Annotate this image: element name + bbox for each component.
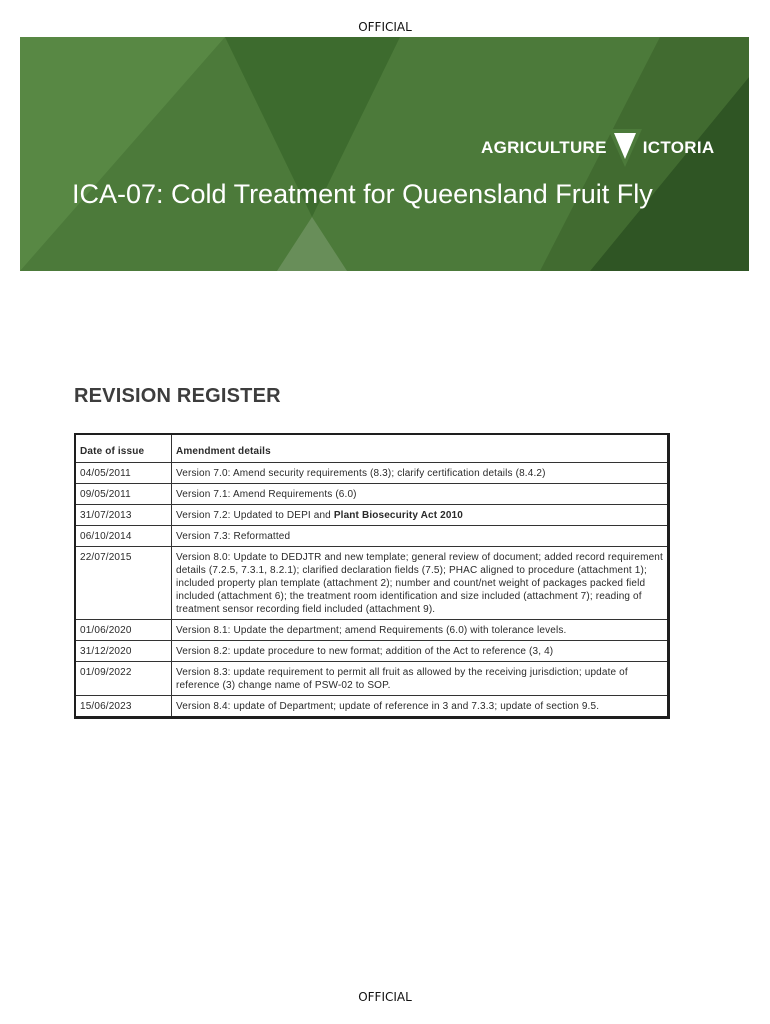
table-row (75, 526, 669, 547)
issue-date-cell: 06/10/2014 (75, 526, 172, 547)
amendment-text: Version 8.4: update of Department; update of reference in 3 and 7.3.3; update of section 9.5. (176, 701, 600, 712)
amendment-details-cell (172, 484, 669, 505)
amendment-details-cell (172, 547, 669, 620)
amendment-text: Version 8.3: update requirement to permit all fruit as allowed by the receiving jurisdiction; update of reference (3) change name of PSW-02 to SOP. (176, 667, 628, 691)
amendment-details-cell (172, 526, 669, 547)
amendment-text-emphasis: Plant Biosecurity Act 2010 (333, 510, 463, 521)
table-row (75, 620, 669, 641)
issue-date-cell: 15/06/2023 (75, 696, 172, 718)
revision-register-heading: REVISION REGISTER (74, 385, 281, 407)
amendment-text: Version 8.0: Update to DEDJTR and new template; general review of document; added record requirement details (7.2.5, 7.3.1, 8.2.1); clarified declaration fields (7.5); PHAC aligned to procedure (attachment 1); included property plan template (attachment 2); number and count/net weight of packages packed field included (attachment 6); the treatment room identification and size included (attachment 7); reading of treatment sensor recording field included (attachment 9). (176, 552, 663, 615)
table-row (75, 505, 669, 526)
revision-register-table (74, 433, 670, 719)
classification-footer: OFFICIAL (358, 990, 412, 1004)
amendment-details-cell (172, 641, 669, 662)
issue-date-cell: 31/12/2020 (75, 641, 172, 662)
classification-header: OFFICIAL (358, 20, 412, 34)
date-column-header: Date of issue (75, 434, 172, 463)
agriculture-victoria-logo (481, 133, 714, 163)
details-column-header: Amendment details (172, 434, 669, 463)
table-row (75, 547, 669, 620)
issue-date-cell: 01/06/2020 (75, 620, 172, 641)
table-row (75, 662, 669, 696)
amendment-text: Version 7.3: Reformatted (176, 531, 291, 542)
document-title: ICA-07: Cold Treatment for Queensland Fruit Fly (72, 179, 653, 209)
table-row (75, 641, 669, 662)
amendment-text: Version 8.2: update procedure to new format; addition of the Act to reference (3, 4) (176, 646, 554, 657)
amendment-details-cell (172, 620, 669, 641)
issue-date-cell: 09/05/2011 (75, 484, 172, 505)
title-banner (20, 37, 749, 271)
issue-date-cell: 01/09/2022 (75, 662, 172, 696)
logo-v-mark (608, 133, 642, 163)
logo-text-left: AGRICULTURE (481, 138, 607, 157)
issue-date-cell: 22/07/2015 (75, 547, 172, 620)
table-body (75, 463, 669, 718)
amendment-text: Version 7.1: Amend Requirements (6.0) (176, 489, 357, 500)
table-row (75, 463, 669, 484)
issue-date-cell: 31/07/2013 (75, 505, 172, 526)
amendment-details-cell (172, 505, 669, 526)
table-row (75, 696, 669, 718)
logo-text-right: ICTORIA (642, 138, 715, 157)
amendment-details-cell (172, 662, 669, 696)
amendment-text: Version 8.1: Update the department; amend Requirements (6.0) with tolerance levels. (176, 625, 567, 636)
amendment-details-cell (172, 463, 669, 484)
amendment-text: Version 7.2: Updated to DEPI and (176, 510, 334, 521)
issue-date-cell: 04/05/2011 (75, 463, 172, 484)
table-row (75, 484, 669, 505)
table-header-row (75, 434, 669, 463)
amendment-details-cell (172, 696, 669, 718)
amendment-text: Version 7.0: Amend security requirements (8.3); clarify certification details (8.4.2) (176, 468, 546, 479)
